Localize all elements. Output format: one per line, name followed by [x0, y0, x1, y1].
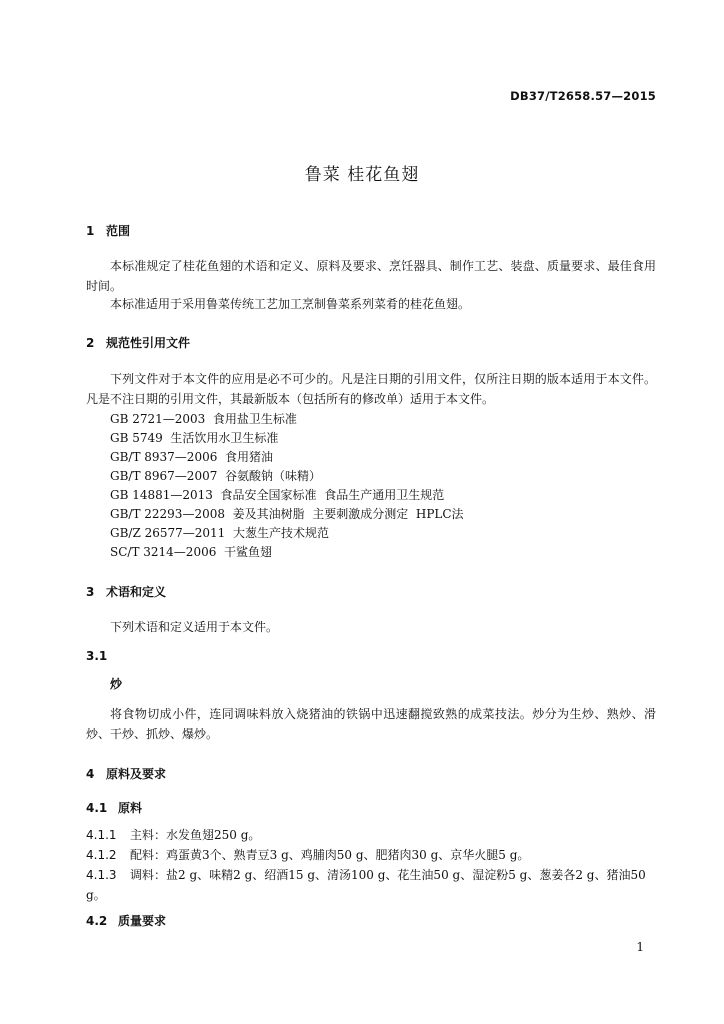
section-title: 规范性引用文件	[106, 336, 191, 350]
subsection-number: 4.1	[86, 801, 108, 815]
subsection-4-1-heading	[86, 799, 142, 816]
subsection-4-2-heading	[86, 912, 166, 929]
term-number: 3.1	[86, 649, 108, 663]
clause-text: 主料：水发鱼翅250 g。	[130, 828, 261, 842]
section-2-heading	[86, 334, 190, 351]
section-3-heading	[86, 583, 166, 600]
term-name: 炒	[110, 677, 123, 691]
clause-text: 调料：盐2 g、味精2 g、绍酒15 g、清汤100 g、花生油50 g、湿淀粉5 g、葱姜各2 g、猪油50 g。	[86, 868, 646, 902]
reference-item: GB/Z 26577—2011 大葱生产技术规范	[110, 526, 329, 540]
section-4-heading	[86, 765, 166, 782]
clause-4-1-1	[86, 825, 656, 845]
clause-4-1-3	[86, 865, 656, 905]
document-title: 鲁菜 桂花鱼翅	[304, 165, 420, 185]
terms-paragraph: 下列术语和定义适用于本文件。	[110, 620, 279, 634]
page-number: 1	[636, 940, 644, 954]
standard-code: DB37/T2658.57—2015	[510, 89, 656, 103]
normative-references-paragraph: 下列文件对于本文件的应用是必不可少的。凡是注日期的引用文件，仅所注日期的版本适用于本文件。凡是不注日期的引用文件，其最新版本（包括所有的修改单）适用于本文件。	[86, 372, 656, 406]
reference-item: GB 14881—2013 食品安全国家标准 食品生产通用卫生规范	[110, 488, 445, 502]
term-definition: 将食物切成小件，连同调味料放入烧猪油的铁锅中迅速翻搅致熟的成菜技法。炒分为生炒、熟炒、滑炒、干炒、抓炒、爆炒。	[86, 707, 656, 741]
section-title: 原料及要求	[106, 767, 167, 781]
section-number: 1	[86, 224, 95, 238]
clause-number: 4.1.3	[86, 868, 117, 882]
reference-item: GB/T 8937—2006 食用猪油	[110, 450, 273, 464]
section-title: 范围	[106, 224, 131, 238]
section-title: 术语和定义	[106, 585, 167, 599]
section-1-heading	[86, 222, 130, 239]
subsection-title: 质量要求	[118, 914, 167, 928]
clause-number: 4.1.2	[86, 848, 117, 862]
section-number: 3	[86, 585, 95, 599]
scope-paragraph-2: 本标准适用于采用鲁菜传统工艺加工烹制鲁菜系列菜肴的桂花鱼翅。	[110, 297, 471, 311]
subsection-title: 原料	[118, 801, 143, 815]
section-number: 2	[86, 336, 95, 350]
clause-number: 4.1.1	[86, 828, 117, 842]
section-number: 4	[86, 767, 95, 781]
clause-4-1-2	[86, 845, 656, 865]
clause-text: 配料：鸡蛋黄3个、熟青豆3 g、鸡脯肉50 g、肥猪肉30 g、京华火腿5 g。	[130, 848, 530, 862]
reference-item: SC/T 3214—2006 干鲨鱼翅	[110, 545, 272, 559]
reference-item: GB/T 22293—2008 姜及其油树脂 主要刺激成分测定 HPLC法	[110, 507, 464, 521]
scope-paragraph-1: 本标准规定了桂花鱼翅的术语和定义、原料及要求、烹饪器具、制作工艺、装盘、质量要求、最佳食用时间。	[86, 259, 656, 293]
reference-item: GB 5749 生活饮用水卫生标准	[110, 431, 279, 445]
subsection-number: 4.2	[86, 914, 108, 928]
reference-item: GB/T 8967—2007 谷氨酸钠（味精）	[110, 469, 321, 483]
reference-item: GB 2721—2003 食用盐卫生标准	[110, 412, 297, 426]
